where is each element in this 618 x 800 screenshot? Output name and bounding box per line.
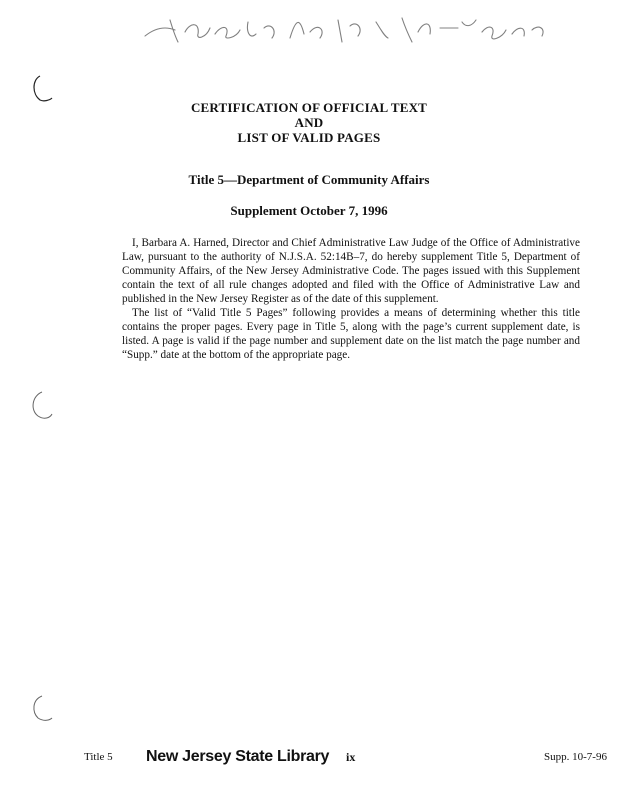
supplement-date-footer: Supp. 10-7-96 bbox=[544, 751, 607, 763]
document-title-line-1: CERTIFICATION OF OFFICIAL TEXT bbox=[190, 100, 428, 115]
supplement-date-heading: Supplement October 7, 1996 bbox=[230, 203, 388, 218]
department-heading: Title 5—Department of Community Affairs bbox=[188, 172, 430, 187]
binder-hole-mark bbox=[28, 690, 56, 726]
footer-title-label: Title 5 bbox=[84, 751, 113, 763]
document-title-line-2: AND bbox=[294, 115, 324, 130]
handwritten-signature-note bbox=[140, 8, 560, 48]
library-stamp: New Jersey State Library bbox=[146, 748, 330, 765]
certification-paragraph: I, Barbara A. Harned, Director and Chief Administrative Law Judge of the Office of Administrative Law, pursuant to the authority of N.J.S.A. 52:14B–7, do hereby supplement Title 5, Department of Community Affairs, of the New Jersey Administrative Code. The pages issued with this Supplement contain the text of all rule changes adopted and filed with the Office of Administrative Law and published in the New Jersey Register as of the date of this supplement. bbox=[122, 237, 580, 305]
page-number: ix bbox=[346, 750, 356, 764]
binder-hole-mark bbox=[28, 388, 56, 424]
valid-pages-paragraph: The list of “Valid Title 5 Pages” following provides a means of determining whether this title contains the proper pages. Every page in Title 5, along with the page’s current supplement date, is listed. A page is valid if the page number and supplement date on the list match the page number and “Supp.” date at the bottom of the appropriate page. bbox=[122, 307, 580, 361]
document-title-line-3: LIST OF VALID PAGES bbox=[237, 130, 381, 145]
